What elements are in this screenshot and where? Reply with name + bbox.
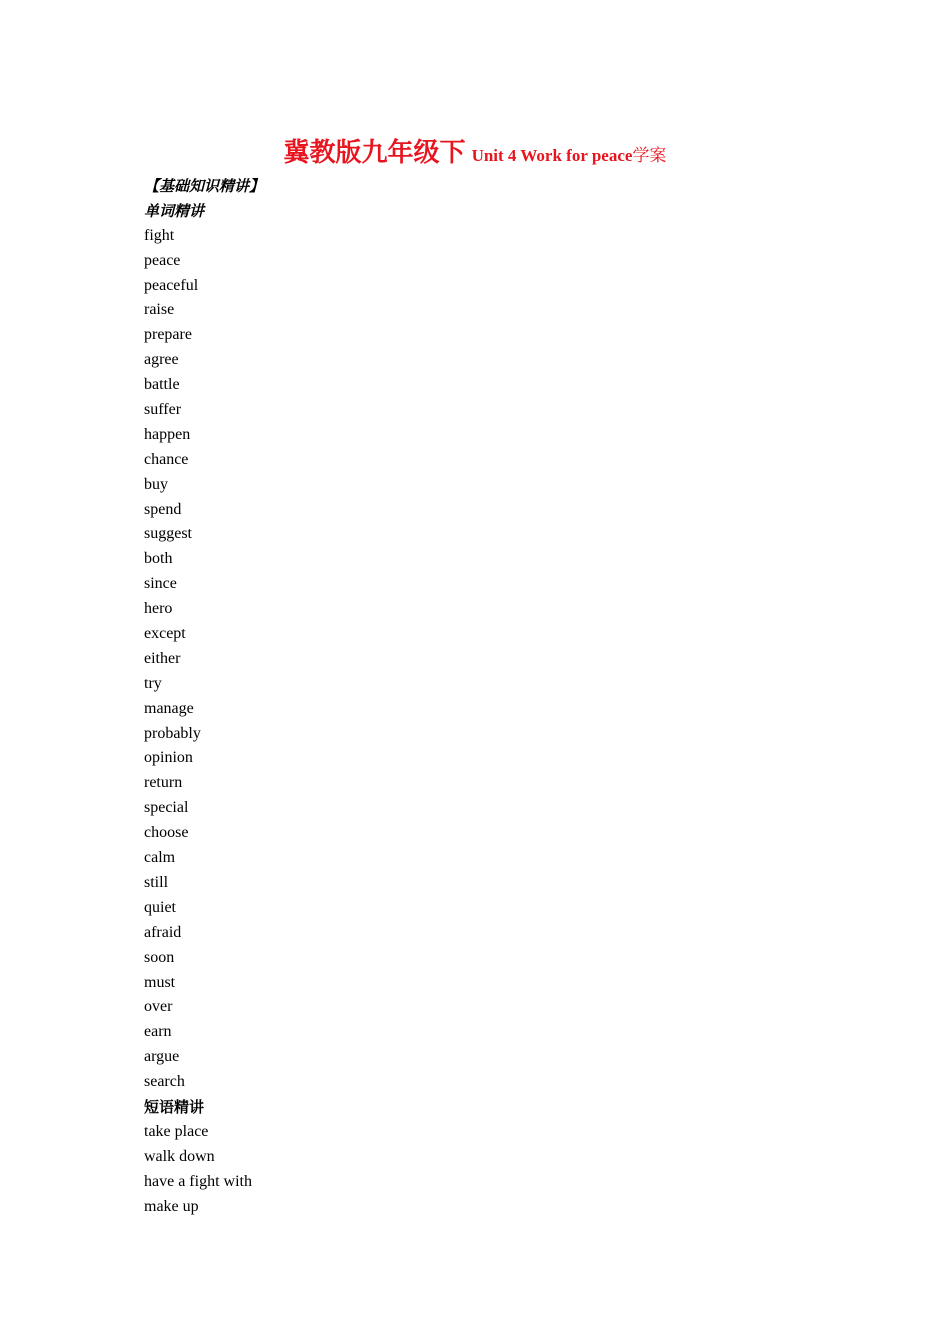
list-item: raise [144,301,175,319]
list-item: soon [144,948,175,966]
list-item: walk down [144,1147,215,1165]
list-item: either [144,649,181,667]
list-item: hero [144,600,173,618]
list-item: battle [144,376,180,394]
list-item: return [144,774,183,792]
list-item: suffer [144,401,182,419]
list-item: both [144,550,173,568]
list-item: try [144,674,162,692]
list-item: earn [144,1023,172,1041]
list-item: take place [144,1122,209,1140]
section-heading: 【基础知识精讲】 [144,177,265,195]
list-item: make up [144,1197,199,1215]
document-body [144,174,264,1219]
phrase-list [144,1120,264,1220]
list-item: manage [144,699,194,717]
list-item: suggest [144,525,192,543]
list-item: must [144,973,176,991]
list-item: chance [144,450,189,468]
list-item: special [144,799,189,817]
list-item: prepare [144,326,192,344]
document-title [0,132,950,169]
title-chinese: 冀教版九年级下 [283,138,466,168]
list-item: over [144,998,173,1016]
list-item: opinion [144,749,193,767]
list-item: since [144,575,177,593]
phrases-heading: 短语精讲 [144,1097,205,1116]
title-suffix: 学案 [632,146,667,166]
list-item: except [144,625,186,643]
list-item: fight [144,226,175,244]
list-item: agree [144,351,179,369]
list-item: peaceful [144,276,199,294]
list-item: afraid [144,923,182,941]
list-item: happen [144,425,191,443]
list-item: have a fight with [144,1172,252,1190]
list-item: probably [144,724,201,742]
list-item: search [144,1073,185,1091]
word-list [144,224,264,1095]
list-item: argue [144,1048,180,1066]
list-item: buy [144,475,168,493]
list-item: still [144,873,169,891]
list-item: calm [144,849,176,867]
words-heading: 单词精讲 [144,201,205,220]
list-item: peace [144,251,181,269]
list-item: quiet [144,898,176,916]
list-item: spend [144,500,182,518]
title-english: Unit 4 Work for peace [471,146,633,165]
list-item: choose [144,824,189,842]
